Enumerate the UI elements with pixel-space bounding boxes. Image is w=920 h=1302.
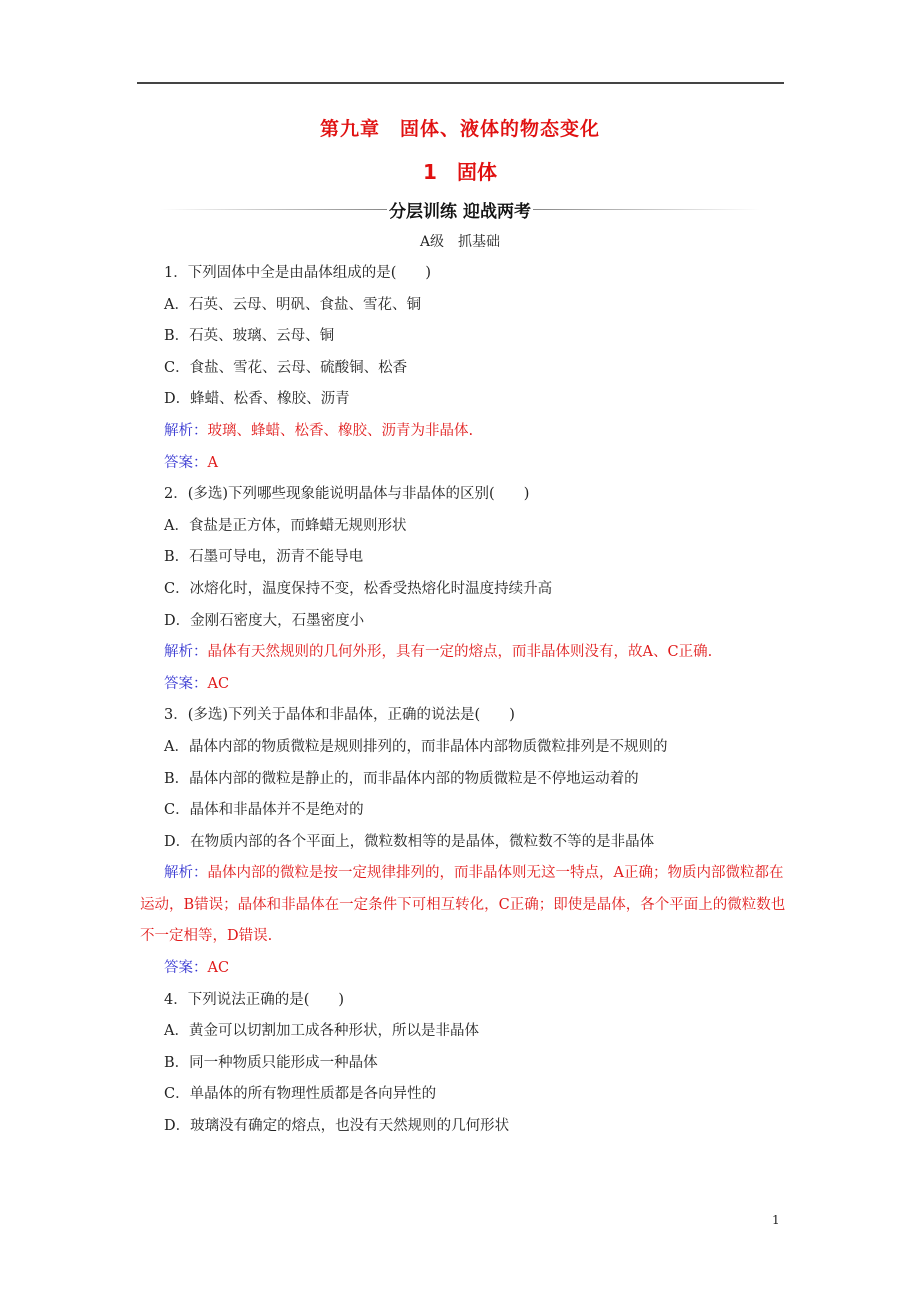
question-option: A．黄金可以切割加工成各种形状，所以是非晶体: [164, 1023, 479, 1040]
answer: [140, 669, 788, 701]
question-option: D．蜂蜡、松香、橡胶、沥青: [164, 391, 350, 408]
answer-label: 答案：: [164, 675, 208, 692]
question-option: B．晶体内部的微粒是静止的，而非晶体内部的物质微粒是不停地运动着的: [164, 770, 639, 787]
question-option: C．晶体和非晶体并不是绝对的: [164, 802, 364, 819]
question-option: A．晶体内部的物质微粒是规则排列的，而非晶体内部物质微粒排列是不规则的: [164, 738, 668, 755]
answer-label: 答案：: [164, 960, 208, 977]
answer-label: 答案：: [164, 454, 208, 471]
header-rule: [137, 82, 784, 84]
question-option: D．金刚石密度大，石墨密度小: [164, 612, 365, 629]
question-option: C．食盐、雪花、云母、硫酸铜、松香: [164, 359, 408, 376]
banner-text: 分层训练 迎战两考: [389, 202, 531, 222]
analysis-label: 解析：: [164, 644, 208, 661]
question-option: A．食盐是正方体，而蜂蜡无规则形状: [164, 517, 407, 534]
analysis: [140, 416, 788, 448]
question-option: C．冰熔化时，温度保持不变，松香受热熔化时温度持续升高: [164, 580, 553, 597]
analysis-text: 晶体有天然规则的几何外形，具有一定的熔点，而非晶体则没有，故A、C正确.: [207, 644, 713, 661]
answer: [140, 953, 788, 985]
banner-line-left: [160, 209, 387, 210]
analysis: [140, 858, 788, 953]
answer-text: AC: [207, 675, 230, 692]
analysis-label: 解析：: [164, 422, 208, 439]
section-title: 1 固体: [423, 160, 497, 184]
question-option: A．石英、云母、明矾、食盐、雪花、铜: [164, 296, 421, 313]
question-stem: 4．下列说法正确的是( ): [164, 991, 345, 1008]
banner-line-right: [533, 209, 760, 210]
answer: [140, 448, 788, 480]
questions-body: [140, 258, 788, 1143]
page-number: 1: [772, 1213, 780, 1227]
chapter-title: 第九章 固体、液体的物态变化: [319, 118, 600, 140]
question-option: C．单晶体的所有物理性质都是各向异性的: [164, 1086, 437, 1103]
banner: [160, 197, 760, 222]
answer-text: A: [207, 454, 218, 471]
question-option: D．在物质内部的各个平面上，微粒数相等的是晶体，微粒数不等的是非晶体: [164, 833, 655, 850]
question-option: B．石英、玻璃、云母、铜: [164, 328, 335, 345]
analysis: [140, 637, 788, 669]
question-option: B．石墨可导电，沥青不能导电: [164, 549, 364, 566]
answer-text: AC: [207, 960, 230, 977]
question-option: D．玻璃没有确定的熔点，也没有天然规则的几何形状: [164, 1118, 510, 1135]
question-stem: 2．(多选)下列哪些现象能说明晶体与非晶体的区别( ): [164, 486, 530, 503]
question-stem: 1．下列固体中全是由晶体组成的是( ): [164, 265, 432, 281]
question-option: B．同一种物质只能形成一种晶体: [164, 1054, 378, 1071]
analysis-text: 晶体内部的微粒是按一定规律排列的，而非晶体则无这一特点，A正确；物质内部微粒都在运动，B错误；晶体和非晶体在一定条件下可相互转化，C正确；即使是晶体，各个平面上的微粒数也不一定相等，D错误.: [140, 865, 786, 945]
question-stem: 3．(多选)下列关于晶体和非晶体，正确的说法是( ): [164, 707, 515, 724]
analysis-text: 玻璃、蜂蜡、松香、橡胶、沥青为非晶体.: [207, 422, 474, 439]
analysis-label: 解析：: [164, 865, 208, 882]
level-heading: A级 抓基础: [419, 234, 501, 250]
